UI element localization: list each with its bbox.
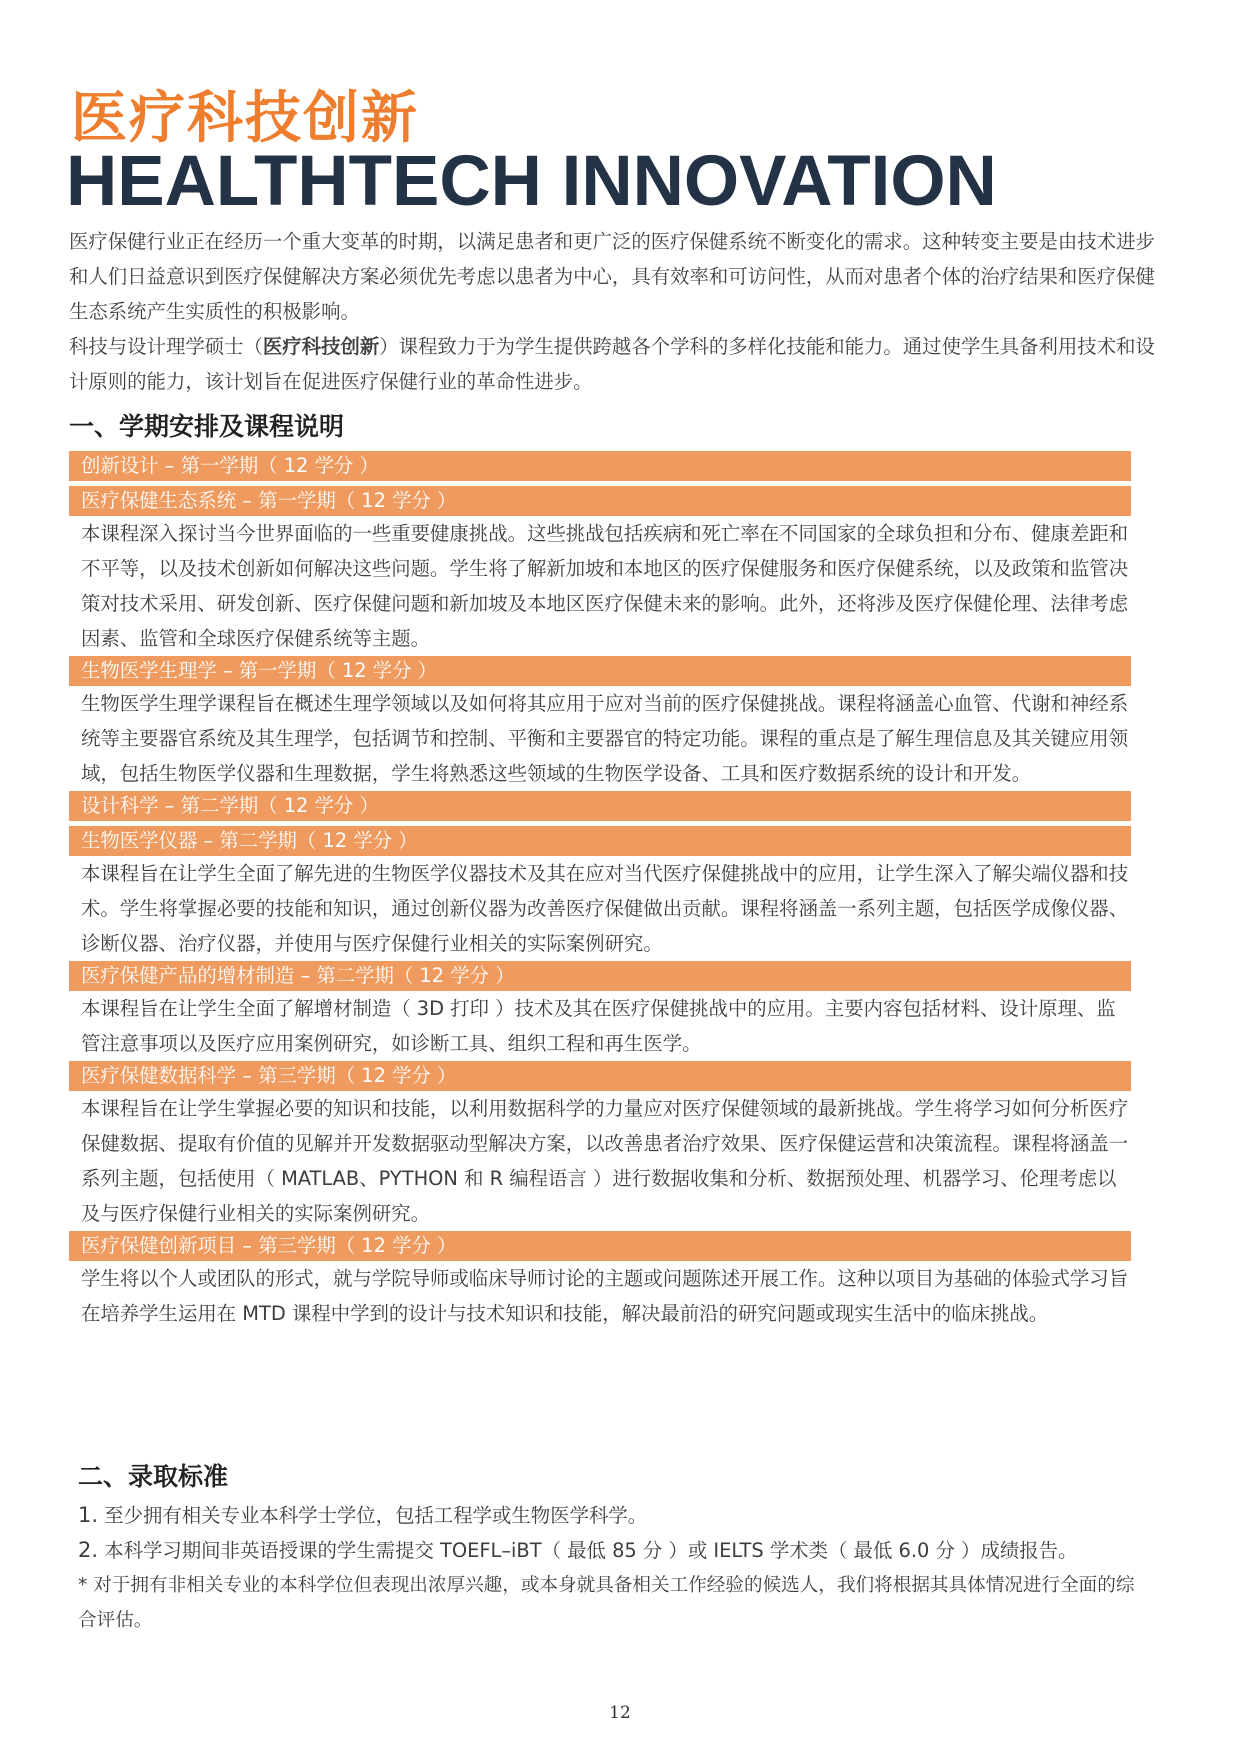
page-number: 12: [609, 1703, 631, 1723]
course-description: 学生将以个人或团队的形式，就与学院导师或临床导师讨论的主题或问题陈述开展工作。这种以项目为基础的体验式学习旨在培养学生运用在 MTD 课程中学到的设计与技术知识和技能，解决最前沿的研究问题或现实生活中的临床挑战。: [81, 1267, 1129, 1325]
course-title-bar: 医疗保健数据科学 – 第三学期（ 12 学分 ）: [69, 1061, 1131, 1091]
course-description: 本课程旨在让学生全面了解增材制造（ 3D 打印 ）技术及其在医疗保健挑战中的应用。主要内容包括材料、设计原理、监管注意事项以及医疗应用案例研究，如诊断工具、组织工程和再生医学。: [81, 997, 1116, 1055]
section-heading-curriculum: 一、学期安排及课程说明: [69, 412, 345, 441]
course-title-bar: 医疗保健创新项目 – 第三学期（ 12 学分 ）: [69, 1231, 1131, 1261]
course-description: 本课程旨在让学生掌握必要的知识和技能，以利用数据科学的力量应对医疗保健领域的最新挑战。学生将学习如何分析医疗保健数据、提取有价值的见解并开发数据驱动型解决方案，以改善患者治疗效果、医疗保健运营和决策流程。课程将涵盖一系列主题，包括使用（ MATLAB、PYTHON 和 R 编程语言 ）进行数据收集和分析、数据预处理、机器学习、伦理考虑以及与医疗保健行业相关的实际案例研究。: [81, 1097, 1129, 1225]
intro-p2-prefix: 科技与设计理学硕士（: [69, 335, 263, 358]
intro-paragraph-2: [69, 329, 1161, 399]
section-heading-admission: 二、录取标准: [78, 1462, 229, 1491]
intro-p2-suffix: ）课程致力于为学生提供跨越各个学科的多样化技能和能力。通过使学生具备利用技术和设计原则的能力，该计划旨在促进医疗保健行业的革命性进步。: [69, 335, 1155, 393]
page-title-english: HEALTHTECH INNOVATION: [66, 142, 997, 221]
intro-text: [69, 224, 1161, 399]
admission-criteria: [78, 1498, 1148, 1638]
course-description: 本课程旨在让学生全面了解先进的生物医学仪器技术及其在应对当代医疗保健挑战中的应用，让学生深入了解尖端仪器和技术。学生将掌握必要的技能和知识，通过创新仪器为改善医疗保健做出贡献。课程将涵盖一系列主题，包括医学成像仪器、诊断仪器、治疗仪器，并使用与医疗保健行业相关的实际案例研究。: [81, 862, 1129, 955]
intro-paragraph-1: 医疗保健行业正在经历一个重大变革的时期，以满足患者和更广泛的医疗保健系统不断变化的需求。这种转变主要是由技术进步和人们日益意识到医疗保健解决方案必须优先考虑以患者为中心，具有效率和可访问性，从而对患者个体的治疗结果和医疗保健生态系统产生实质性的积极影响。: [69, 230, 1155, 323]
item-number: 1.: [78, 1503, 99, 1527]
item-text: 至少拥有相关专业本科学士学位，包括工程学或生物医学科学。: [104, 1504, 648, 1527]
course-list: [69, 451, 1131, 1331]
item-text: 本科学习期间非英语授课的学生需提交 TOEFL–iBT（ 最低 85 分 ）或 IELTS 学术类（ 最低 6.0 分 ）成绩报告。: [104, 1539, 1078, 1562]
program-name: 医疗科技创新: [262, 335, 380, 358]
course-title-bar: 创新设计 – 第一学期（ 12 学分 ）: [69, 451, 1131, 481]
item-number: 2.: [78, 1538, 99, 1562]
course-title-bar: 设计科学 – 第二学期（ 12 学分 ）: [69, 791, 1131, 821]
course-description: 生物医学生理学课程旨在概述生理学领域以及如何将其应用于应对当前的医疗保健挑战。课程将涵盖心血管、代谢和神经系统等主要器官系统及其生理学，包括调节和控制、平衡和主要器官的特定功能。课程的重点是了解生理信息及其关键应用领域，包括生物医学仪器和生理数据，学生将熟悉这些领域的生物医学设备、工具和医疗数据系统的设计和开发。: [81, 692, 1129, 785]
course-title-bar: 医疗保健产品的增材制造 – 第二学期（ 12 学分 ）: [69, 961, 1131, 991]
page-title-chinese: 医疗科技创新: [71, 86, 419, 151]
course-title-bar: 生物医学仪器 – 第二学期（ 12 学分 ）: [69, 826, 1131, 856]
course-title-bar: 医疗保健生态系统 – 第一学期（ 12 学分 ）: [69, 486, 1131, 516]
admission-item-2: [78, 1533, 1148, 1568]
admission-item-1: [78, 1498, 1148, 1533]
course-description: 本课程深入探讨当今世界面临的一些重要健康挑战。这些挑战包括疾病和死亡率在不同国家的全球负担和分布、健康差距和不平等，以及技术创新如何解决这些问题。学生将了解新加坡和本地区的医疗保健服务和医疗保健系统，以及政策和监管决策对技术采用、研发创新、医疗保健问题和新加坡及本地区医疗保健未来的影响。此外，还将涉及医疗保健伦理、法律考虑因素、监管和全球医疗保健系统等主题。: [81, 522, 1129, 650]
course-title-bar: 生物医学生理学 – 第一学期（ 12 学分 ）: [69, 656, 1131, 686]
admission-note: * 对于拥有非相关专业的本科学位但表现出浓厚兴趣，或本身就具备相关工作经验的候选人，我们将根据其具体情况进行全面的综合评估。: [78, 1575, 1135, 1631]
